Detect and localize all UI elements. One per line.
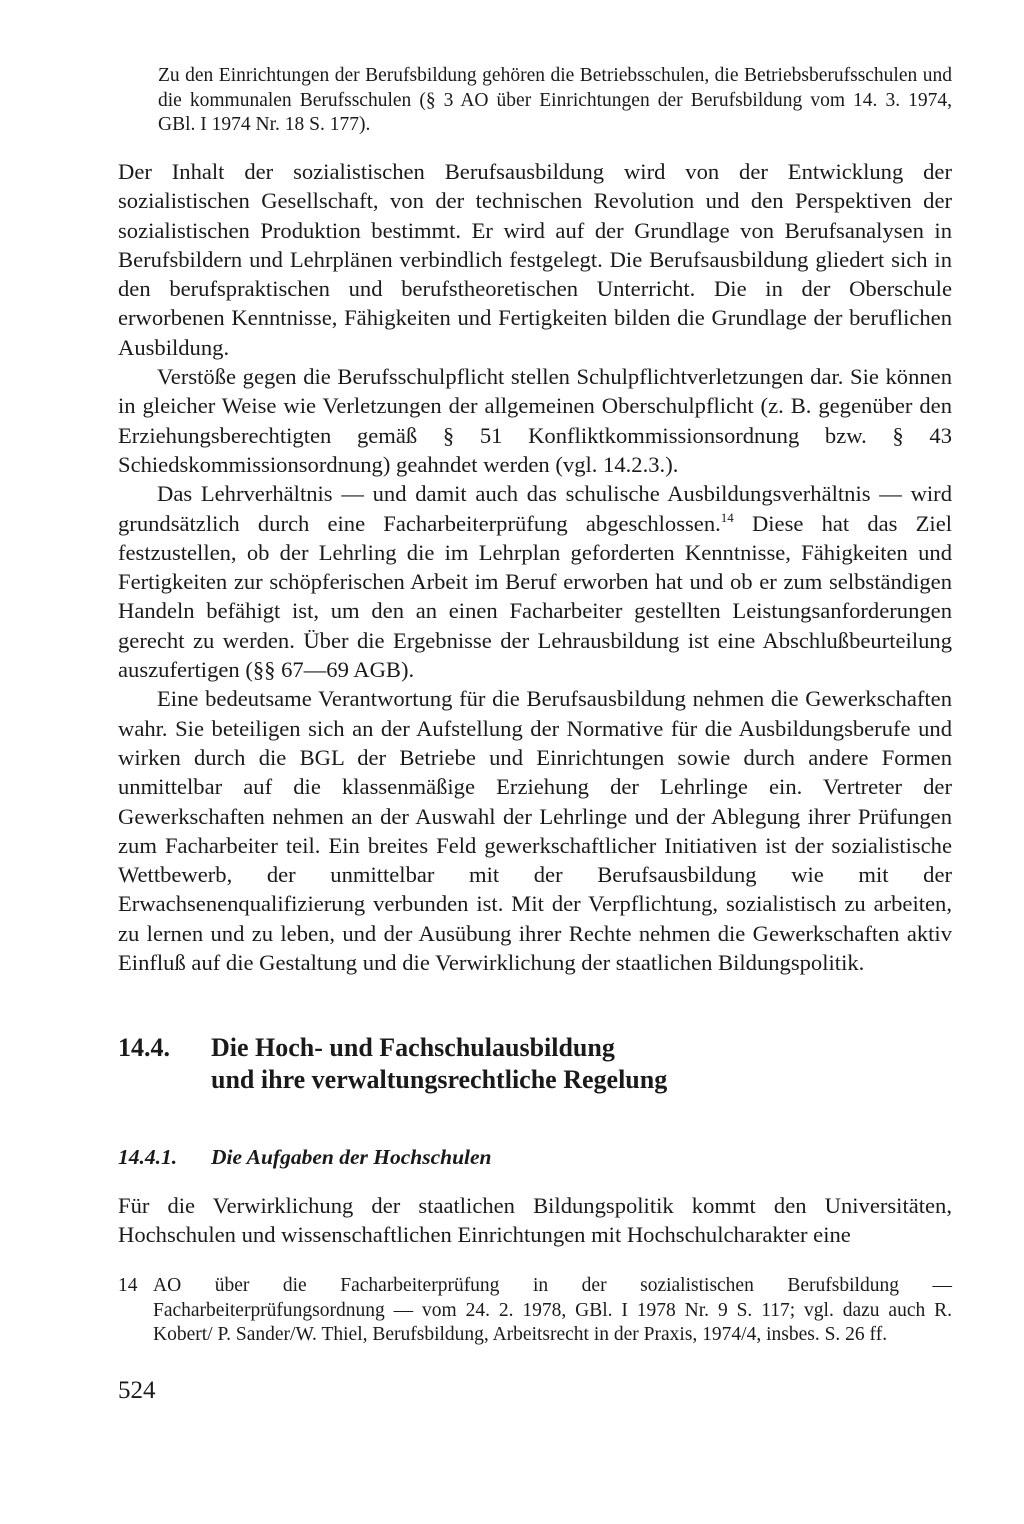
closing-paragraph: Für die Verwirklichung der staatlichen Bildungspolitik kommt den Universitäten, Hochschulen und wissenschaftlichen Einrichtungen mit Hochschulcharakter eine — [118, 1193, 952, 1248]
top-note-paragraph: Zu den Einrichtungen der Berufsbildung gehören die Betriebsschulen, die Betriebsberufsschulen und die kommunalen Berufsschulen (§ 3 AO über Einrichtungen der Berufsbildung vom 14. 3. 1974, GBl. I 1974 Nr. 18 S. 177). — [158, 65, 952, 135]
body-paragraph: Der Inhalt der sozialistischen Berufsausbildung wird von der Entwicklung der sozialistischen Gesellschaft, von der technischen Revolution und den Perspektiven der sozialistischen Produktion bestimmt. Er wird auf der Grundlage von Berufsanalysen in Berufsbildern und Lehrplänen verbindlich festgelegt. Die Berufsausbildung gliedert sich in den berufspraktischen und berufstheoretischen Unterricht. Die in der Oberschule erworbenen Kenntnisse, Fähigkeiten und Fertigkeiten bilden die Grundlage der beruflichen Ausbildung. — [118, 159, 952, 360]
section-number: 14.4. — [118, 1033, 170, 1062]
paragraph-text-after-note: Diese hat das Ziel festzustellen, ob der Lehrling die im Lehrplan geforderten Kenntnisse, Fähigkeiten und Fertigkeiten zur schöpferischen Arbeit im Beruf erworben hat und ob er zum selbständigen Handeln befähigt ist, um den an einen Facharbeiter gestellten Leistungsanforderungen gerecht zu werden. Über die Ergebnisse der Lehrausbildung ist eine Abschlußbeurteilung auszufertigen (§§ 67—69 AGB). — [118, 510, 952, 683]
main-body-text — [118, 157, 952, 977]
section-title-line: Die Hoch- und Fachschulausbildung — [211, 1033, 615, 1062]
body-paragraph: Eine bedeutsame Verantwortung für die Berufsausbildung nehmen die Gewerkschaften wahr. Sie beteiligen sich an der Aufstellung der Normative für die Ausbildungsberufe und wirken durch die BGL der Betriebe und Einrichtungen sowie durch andere Formen unmittelbar auf die klassenmäßige Erziehung der Lehrlinge ein. Vertreter der Gewerkschaften nehmen an der Auswahl der Lehrlinge und der Ablegung ihrer Prüfungen zum Facharbeiter teil. Ein breites Feld gewerkschaftlicher Initiativen ist der sozialistische Wettbewerb, der unmittelbar mit der Berufsausbildung wie mit der Erwachsenenqualifizierung verbunden ist. Mit der Verpflichtung, sozialistisch zu arbeiten, zu lernen und zu leben, und der Ausübung ihrer Rechte nehmen die Gewerkschaften aktiv Einfluß auf die Gestaltung und die Verwirklichung der staatlichen Bildungspolitik. — [118, 686, 952, 976]
body-paragraph-with-footnote — [118, 479, 952, 684]
section-title — [211, 1032, 952, 1096]
paragraph-text-before-note: Das Lehrverhältnis — und damit auch das schulische Ausbildungsverhältnis — wird grundsätzlich durch eine Facharbeiterprüfung abgeschlossen. — [118, 481, 952, 536]
subsection-title: Die Aufgaben der Hochschulen — [211, 1145, 492, 1169]
subsection-number: 14.4.1. — [118, 1145, 178, 1169]
section-heading — [118, 1032, 952, 1096]
footnote-number: 14 — [118, 1275, 138, 1296]
footnote-reference: 14 — [720, 509, 734, 525]
page-number: 524 — [118, 1377, 156, 1404]
subsection-heading — [118, 1143, 952, 1171]
footnote — [118, 1274, 952, 1348]
footnote-text: AO über die Facharbeiterprüfung in der sozialistischen Berufsbildung — Facharbeiterprüfungsordnung — vom 24. 2. 1978, GBl. I 1978 Nr. 9 S. 117; vgl. dazu auch R. Kobert/ P. Sander/W. Thiel, Berufsbildung, Arbeitsrecht in der Praxis, 1974/4, insbes. S. 26 ff. — [153, 1275, 952, 1345]
section-title-line: und ihre verwaltungsrechtliche Regelung — [211, 1065, 668, 1094]
body-paragraph: Verstöße gegen die Berufsschulpflicht stellen Schulpflichtverletzungen dar. Sie können in gleicher Weise wie Verletzungen der allgemeinen Oberschulpflicht (z. B. gegenüber den Erziehungsberechtigten gemäß § 51 Konfliktkommissionsordnung bzw. § 43 Schiedskommissionsordnung) geahndet werden (vgl. 14.2.3.). — [118, 364, 952, 477]
